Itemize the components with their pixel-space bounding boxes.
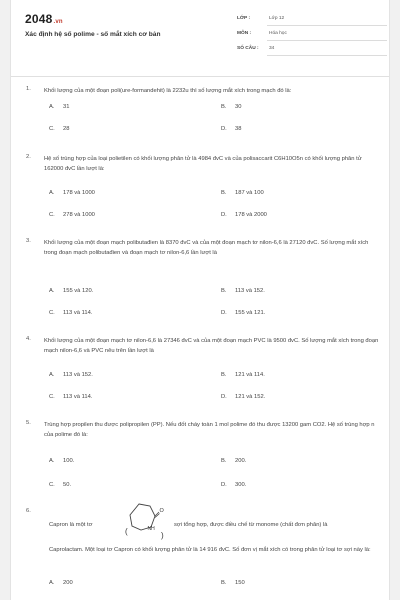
option-a[interactable] <box>49 372 93 378</box>
paren-close: ) <box>161 531 164 540</box>
option-a[interactable] <box>49 288 93 294</box>
option-b[interactable] <box>221 190 264 196</box>
question-text: Hệ số trùng hợp của loại polietilen có khối lượng phân tử là 4984 đvC và của polisaccarit C6H10O5n có khối lượng phân tử 162000 đvC lần lượt là: <box>44 156 362 172</box>
option-letter: D. <box>221 310 227 316</box>
option-letter: D. <box>221 482 227 488</box>
option-value: 150 <box>235 580 245 586</box>
meta-label: SỐ CÂU : <box>237 46 259 51</box>
question-text-after: sợi tổng hợp, được điều chế từ monome (chất đơn phân) là <box>174 522 328 528</box>
oxygen-label: O <box>159 508 164 514</box>
option-letter: C. <box>49 212 55 218</box>
option-a[interactable] <box>49 190 95 196</box>
option-value: 178 và 2000 <box>235 212 267 218</box>
question-number: 1. <box>26 86 31 92</box>
option-letter: D. <box>221 394 227 400</box>
option-c[interactable] <box>49 126 69 132</box>
option-value: 113 và 114. <box>63 394 93 400</box>
option-a[interactable] <box>49 104 69 110</box>
question-number: 6. <box>26 508 31 514</box>
question-text: Khối lượng của một đoạn mạch tơ nilon-6,6 là 27346 đvC và của một đoạn mạch PVC là 9500 đvC. Số lượng mắt xích trong đoạn mạch nilon-6,6 và PVC nêu trên lần lượt là <box>44 338 379 354</box>
option-d[interactable] <box>221 126 241 132</box>
option-letter: C. <box>49 394 55 400</box>
option-letter: A. <box>49 458 55 464</box>
option-b[interactable] <box>221 580 245 586</box>
meta-value: Hóa học <box>269 31 287 36</box>
question-text: Khối lượng của một đoạn poli(ure-formandehit) là 2232u thì số lượng mắt xích trong mạch đó là: <box>44 88 292 94</box>
option-value: 155 và 121. <box>235 310 266 316</box>
logo-text: 2048 <box>25 12 53 26</box>
nh-label: NH <box>147 526 155 532</box>
meta-row-class <box>237 14 387 26</box>
option-value: 121 và 152. <box>235 394 266 400</box>
question-number: 4. <box>26 336 31 342</box>
option-letter: A. <box>49 104 55 110</box>
option-letter: B. <box>221 190 227 196</box>
option-letter: B. <box>221 580 227 586</box>
option-letter: A. <box>49 190 55 196</box>
option-letter: B. <box>221 458 227 464</box>
option-letter: A. <box>49 372 55 378</box>
option-letter: B. <box>221 104 227 110</box>
option-value: 278 và 1000 <box>63 212 95 218</box>
meta-row-count <box>237 44 387 56</box>
meta-label: MÔN : <box>237 31 252 36</box>
meta-label: LỚP : <box>237 16 251 21</box>
option-value: 30 <box>235 104 242 110</box>
option-letter: A. <box>49 580 55 586</box>
option-value: 300. <box>235 482 247 488</box>
option-value: 200. <box>235 458 247 464</box>
meta-row-subject <box>237 29 387 41</box>
option-letter: A. <box>49 288 55 294</box>
option-d[interactable] <box>221 394 265 400</box>
option-c[interactable] <box>49 482 71 488</box>
worksheet-title: Xác định hệ số polime - số mắt xích cơ bản <box>25 31 161 38</box>
option-b[interactable] <box>221 372 265 378</box>
option-c[interactable] <box>49 394 92 400</box>
option-letter: C. <box>49 126 55 132</box>
question-text: Khối lượng của một đoạn mạch polibutađien là 8370 đvC và của một đoạn mạch tơ nilon-6,6 là 27120 đvC. Số lượng mắt xích trong đoạn mạch polibutađien và đoạn mạch tơ nilon-6,6 lần lượt là <box>44 240 369 256</box>
meta-value: Lớp 12 <box>269 16 285 21</box>
question-text: Trùng hợp propilen thu được polipropilen (PP). Nếu đốt cháy toàn 1 mol polime đó thu được 13200 gam CO2. Hệ số trùng hợp n của polime đó là: <box>44 422 375 438</box>
option-value: 121 và 114. <box>235 372 265 378</box>
question-number: 2. <box>26 154 31 160</box>
option-b[interactable] <box>221 458 246 464</box>
option-value: 100. <box>63 458 75 464</box>
option-b[interactable] <box>221 104 241 110</box>
option-letter: C. <box>49 310 55 316</box>
divider <box>267 40 387 41</box>
question-text-before: Capron là một tơ <box>49 522 93 528</box>
option-letter: C. <box>49 482 55 488</box>
option-letter: D. <box>221 126 227 132</box>
option-letter: D. <box>221 212 227 218</box>
option-d[interactable] <box>221 212 267 218</box>
divider <box>267 25 387 26</box>
option-letter: B. <box>221 372 227 378</box>
option-value: 155 và 120. <box>63 288 94 294</box>
question-number: 3. <box>26 238 31 244</box>
option-a[interactable] <box>49 458 74 464</box>
option-value: 31 <box>63 104 70 110</box>
option-value: 178 và 1000 <box>63 190 95 196</box>
option-letter: B. <box>221 288 227 294</box>
option-c[interactable] <box>49 212 95 218</box>
divider <box>267 55 387 56</box>
option-value: 187 và 100 <box>235 190 264 196</box>
option-value: 113 và 152. <box>63 372 93 378</box>
question-text-rest: Caprolactam. Một loại tơ Capron có khối lượng phân tử là 14 916 đvC. Số đơn vị mắt xích có trong phân tử loại tơ sợi này là: <box>49 547 371 553</box>
option-a[interactable] <box>49 580 73 586</box>
paren-open: ( <box>125 527 128 536</box>
option-value: 200 <box>63 580 73 586</box>
option-c[interactable] <box>49 310 92 316</box>
option-value: 38 <box>235 126 242 132</box>
option-value: 113 và 114. <box>63 310 93 316</box>
meta-value: 34 <box>269 46 275 51</box>
logo-suffix: .vn <box>53 19 63 25</box>
option-value: 113 và 152. <box>235 288 265 294</box>
question-number: 5. <box>26 420 31 426</box>
site-logo[interactable] <box>25 12 63 26</box>
worksheet-page <box>10 0 390 600</box>
option-b[interactable] <box>221 288 265 294</box>
option-d[interactable] <box>221 310 265 316</box>
option-value: 28 <box>63 126 70 132</box>
header-divider <box>11 76 389 77</box>
option-d[interactable] <box>221 482 246 488</box>
option-value: 50. <box>63 482 72 488</box>
worksheet-header <box>11 0 389 78</box>
